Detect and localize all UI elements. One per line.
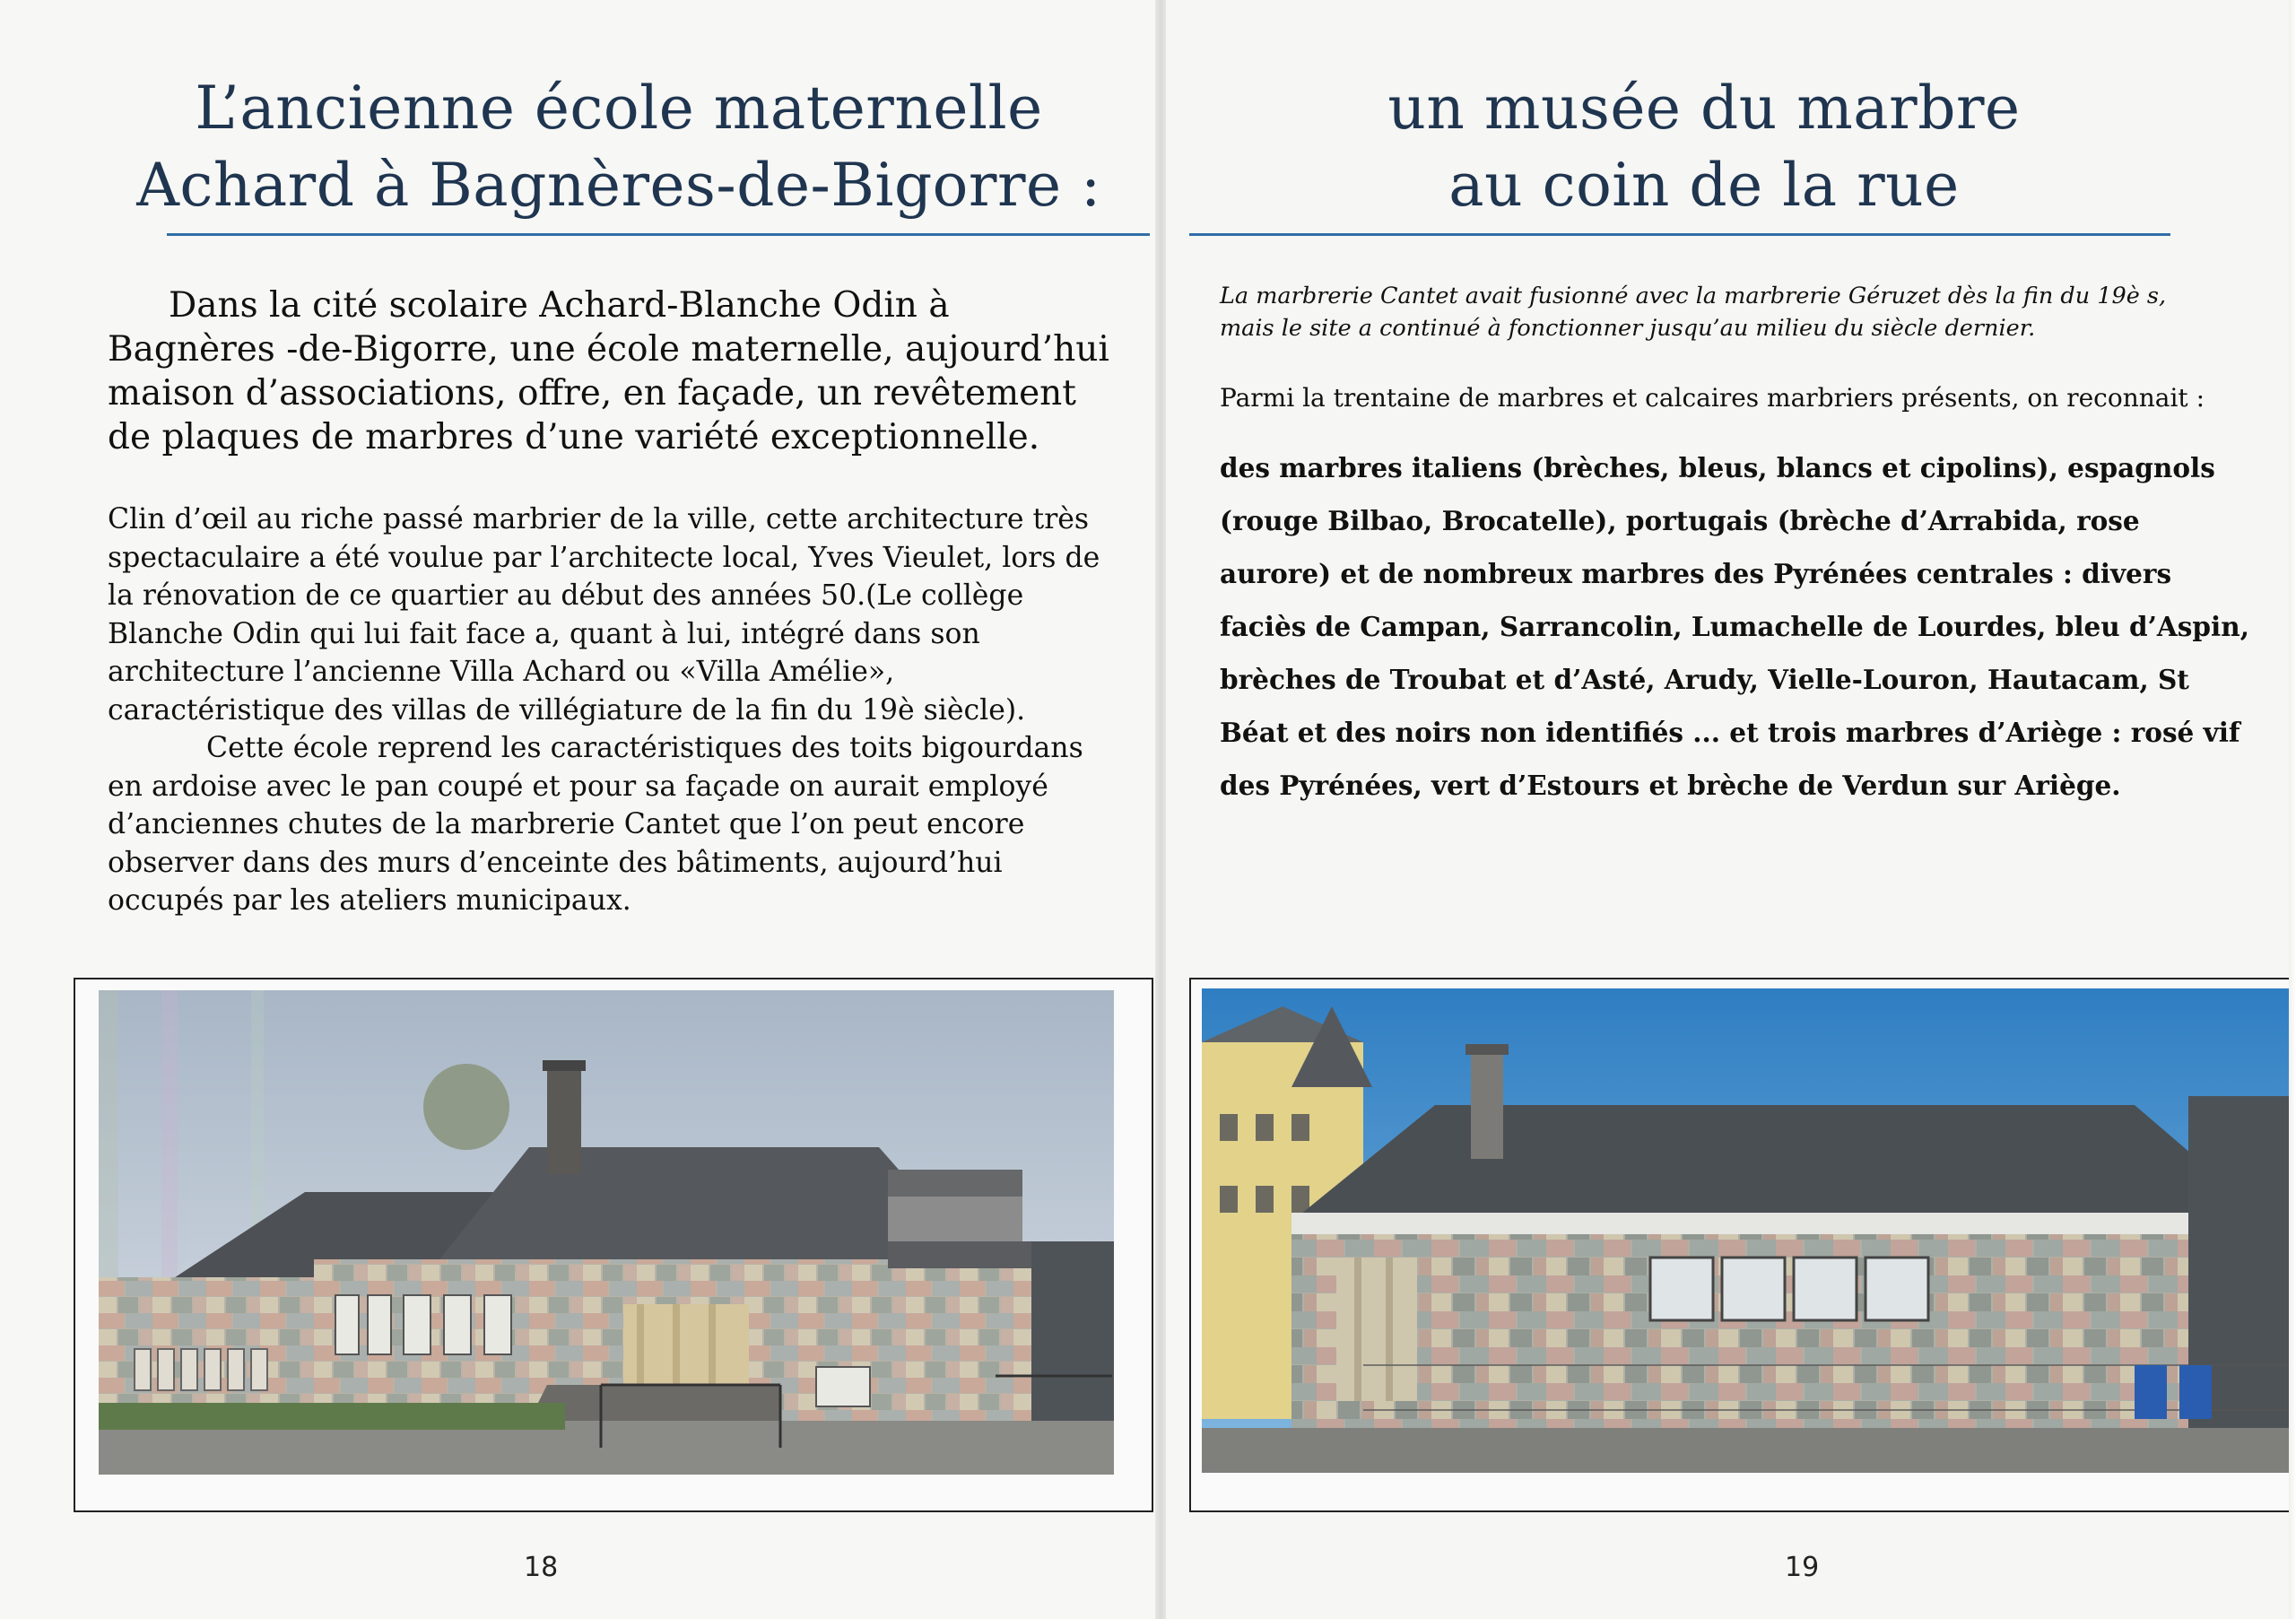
right-title-underline <box>1189 233 2170 236</box>
left-building-illustration <box>99 990 1114 1475</box>
left-title <box>108 70 1130 224</box>
right-building-illustration <box>1202 988 2296 1473</box>
left-title-underline <box>167 233 1150 236</box>
right-page <box>1166 0 2296 1619</box>
page-edge <box>2289 0 2296 1619</box>
intro-line: Parmi la trentaine de marbres et calcaires marbriers présents, on reconnait : <box>1220 383 2205 413</box>
body-paragraph-2: Cette école reprend les caractéristiques des toits bigourdans en ardoise avec le pan coupé et pour sa façade on aurait employé d’anciennes chutes de la marbrerie Cantet que l’on peut encore observer dans des murs d’enceinte des bâtiments, aujourd’hui occupés par les ateliers municipaux. <box>108 732 1083 917</box>
left-page-number: 18 <box>524 1552 559 1583</box>
right-title-line1: un musée du marbre <box>1387 74 2021 143</box>
left-title-line1: L’ancienne école maternelle <box>195 74 1043 143</box>
right-building-photo <box>1202 988 2296 1473</box>
lead-paragraph: Dans la cité scolaire Achard-Blanche Odin à Bagnères -de-Bigorre, une école maternelle, aujourd’hui maison d’associations, offre, en façade, un revêtement de plaques de marbres d’une variété exceptionnelle. <box>108 285 1109 457</box>
right-title <box>1193 70 2215 224</box>
left-title-line2: Achard à Bagnères-de-Bigorre : <box>136 151 1101 220</box>
right-page-number: 19 <box>1785 1552 1820 1583</box>
marble-list: des marbres italiens (brèches, bleus, blancs et cipolins), espagnols (rouge Bilbao, Brocatelle), portugais (brèche d’Arrabida, rose aurore) et de nombreux marbres des Pyrénées centrales : divers faciès de Campan, Sarrancolin, Lumachelle de Lourdes, bleu d’Aspin, brèches de Troubat et d’Asté, Arudy, Vielle-Louron, Hautacam, St Béat et des noirs non identifiés ... et trois marbres d’Ariège : rosé vif des Pyrénées, vert d’Estours et brèche de Verdun sur Ariège. <box>1220 452 2249 801</box>
left-body <box>108 500 1109 920</box>
left-building-photo <box>99 990 1114 1475</box>
body-paragraph-1: Clin d’œil au riche passé marbrier de la ville, cette architecture très spectaculaire a été voulue par l’architecte local, Yves Vieulet, lors de la rénovation de ce quartier au début des années 50.(Le collège Blanche Odin qui lui fait face a, quant à lui, intégré dans son architecture l’ancienne Villa Achard ou «Villa Amélie», caractéristique des villas de villégiature de la fin du 19è siècle). <box>108 503 1100 727</box>
italic-note: La marbrerie Cantet avait fusionné avec la marbrerie Géruzet dès la fin du 19è s, mais le site a continué à fonctionner jusqu’au milieu du siècle dernier. <box>1220 283 2167 342</box>
right-title-line2: au coin de la rue <box>1448 151 1960 220</box>
